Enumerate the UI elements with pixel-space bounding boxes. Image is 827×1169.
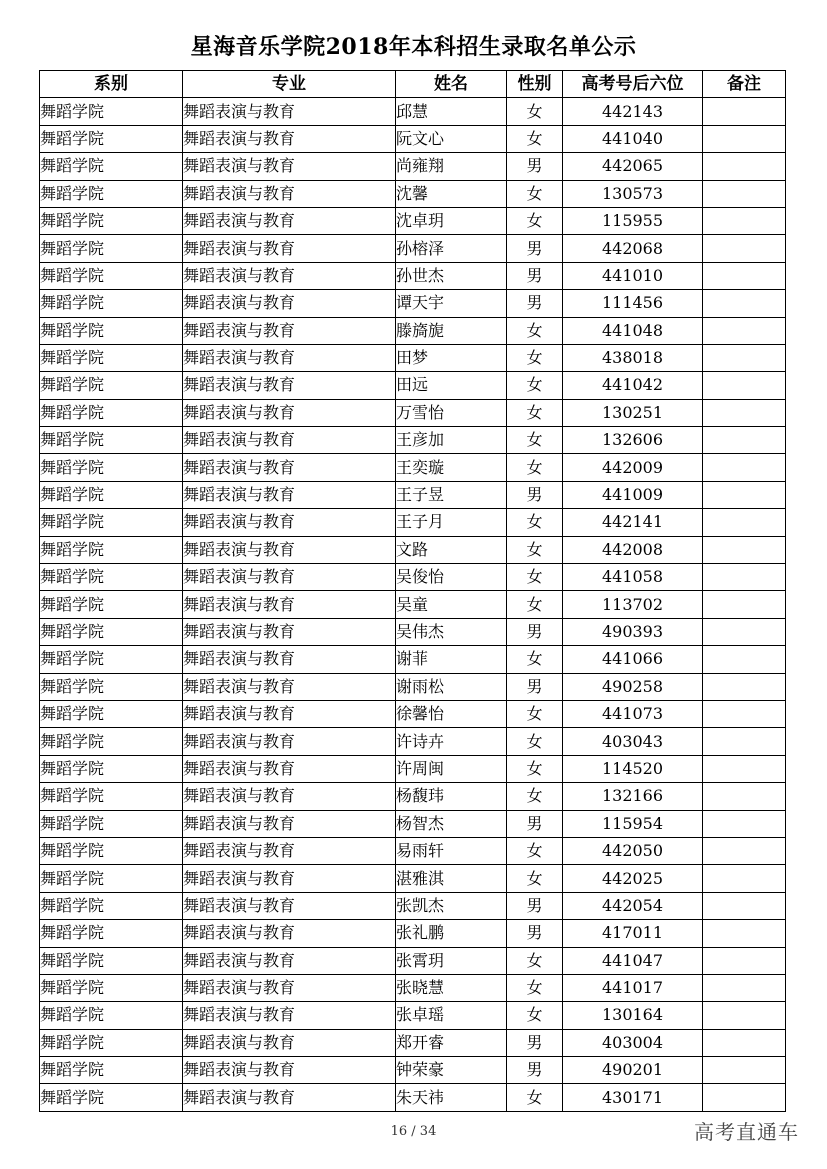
table-row: [40, 399, 786, 426]
table-row: [40, 755, 786, 782]
cell-remarks: [703, 125, 786, 152]
cell-major: 舞蹈表演与教育: [183, 1029, 396, 1056]
cell-name: 易雨轩: [396, 837, 507, 864]
cell-exam-number: 441040: [563, 125, 703, 152]
cell-major: 舞蹈表演与教育: [183, 235, 396, 262]
cell-major: 舞蹈表演与教育: [183, 454, 396, 481]
cell-gender: 女: [507, 700, 563, 727]
table-row: [40, 180, 786, 207]
cell-department: 舞蹈学院: [40, 920, 183, 947]
cell-gender: 女: [507, 125, 563, 152]
table-row: [40, 920, 786, 947]
table-row: [40, 344, 786, 371]
cell-gender: 女: [507, 755, 563, 782]
cell-department: 舞蹈学院: [40, 454, 183, 481]
cell-remarks: [703, 1057, 786, 1084]
cell-major: 舞蹈表演与教育: [183, 810, 396, 837]
cell-name: 田远: [396, 372, 507, 399]
cell-exam-number: 442050: [563, 837, 703, 864]
cell-exam-number: 490201: [563, 1057, 703, 1084]
cell-remarks: [703, 646, 786, 673]
cell-gender: 女: [507, 399, 563, 426]
cell-exam-number: 441017: [563, 974, 703, 1001]
cell-exam-number: 442065: [563, 153, 703, 180]
header-remarks: 备注: [703, 71, 786, 98]
cell-department: 舞蹈学院: [40, 207, 183, 234]
cell-remarks: [703, 837, 786, 864]
cell-exam-number: 130164: [563, 1002, 703, 1029]
cell-gender: 女: [507, 509, 563, 536]
cell-name: 徐馨怡: [396, 700, 507, 727]
cell-name: 吴俊怡: [396, 564, 507, 591]
cell-exam-number: 442054: [563, 892, 703, 919]
cell-major: 舞蹈表演与教育: [183, 207, 396, 234]
cell-name: 沈卓玥: [396, 207, 507, 234]
cell-exam-number: 113702: [563, 591, 703, 618]
cell-department: 舞蹈学院: [40, 290, 183, 317]
cell-name: 滕旖旎: [396, 317, 507, 344]
cell-remarks: [703, 974, 786, 1001]
cell-name: 王奕璇: [396, 454, 507, 481]
cell-remarks: [703, 947, 786, 974]
cell-name: 张卓瑶: [396, 1002, 507, 1029]
cell-exam-number: 115955: [563, 207, 703, 234]
cell-major: 舞蹈表演与教育: [183, 755, 396, 782]
table-row: [40, 810, 786, 837]
table-row: [40, 728, 786, 755]
header-exam-number: 高考号后六位: [563, 71, 703, 98]
cell-remarks: [703, 317, 786, 344]
cell-gender: 男: [507, 618, 563, 645]
cell-major: 舞蹈表演与教育: [183, 399, 396, 426]
cell-exam-number: 403043: [563, 728, 703, 755]
cell-major: 舞蹈表演与教育: [183, 317, 396, 344]
table-row: [40, 974, 786, 1001]
cell-department: 舞蹈学院: [40, 427, 183, 454]
cell-name: 吴伟杰: [396, 618, 507, 645]
cell-department: 舞蹈学院: [40, 536, 183, 563]
watermark-text: 高考直通车: [694, 1120, 799, 1144]
cell-major: 舞蹈表演与教育: [183, 892, 396, 919]
table-row: [40, 618, 786, 645]
cell-exam-number: 442068: [563, 235, 703, 262]
cell-major: 舞蹈表演与教育: [183, 153, 396, 180]
cell-gender: 女: [507, 646, 563, 673]
cell-remarks: [703, 618, 786, 645]
cell-exam-number: 490258: [563, 673, 703, 700]
cell-major: 舞蹈表演与教育: [183, 1057, 396, 1084]
table-row: [40, 947, 786, 974]
cell-major: 舞蹈表演与教育: [183, 591, 396, 618]
cell-exam-number: 441073: [563, 700, 703, 727]
cell-department: 舞蹈学院: [40, 399, 183, 426]
cell-remarks: [703, 783, 786, 810]
cell-name: 阮文心: [396, 125, 507, 152]
cell-major: 舞蹈表演与教育: [183, 700, 396, 727]
cell-department: 舞蹈学院: [40, 700, 183, 727]
table-row: [40, 783, 786, 810]
cell-gender: 女: [507, 783, 563, 810]
cell-name: 王子月: [396, 509, 507, 536]
cell-department: 舞蹈学院: [40, 481, 183, 508]
cell-major: 舞蹈表演与教育: [183, 947, 396, 974]
cell-gender: 男: [507, 290, 563, 317]
cell-exam-number: 430171: [563, 1084, 703, 1111]
cell-gender: 女: [507, 372, 563, 399]
page-indicator: 16 / 34: [390, 1124, 437, 1139]
cell-name: 张晓慧: [396, 974, 507, 1001]
cell-gender: 女: [507, 591, 563, 618]
cell-gender: 男: [507, 892, 563, 919]
cell-remarks: [703, 290, 786, 317]
cell-major: 舞蹈表演与教育: [183, 974, 396, 1001]
header-department: 系别: [40, 71, 183, 98]
table-row: [40, 892, 786, 919]
cell-gender: 女: [507, 454, 563, 481]
cell-major: 舞蹈表演与教育: [183, 290, 396, 317]
table-row: [40, 865, 786, 892]
cell-exam-number: 441042: [563, 372, 703, 399]
cell-gender: 女: [507, 427, 563, 454]
cell-remarks: [703, 235, 786, 262]
cell-name: 张凯杰: [396, 892, 507, 919]
table-row: [40, 317, 786, 344]
cell-gender: 男: [507, 810, 563, 837]
table-row: [40, 454, 786, 481]
table-body: [40, 98, 786, 1111]
cell-remarks: [703, 536, 786, 563]
cell-gender: 男: [507, 235, 563, 262]
cell-name: 张礼鹏: [396, 920, 507, 947]
header-name: 姓名: [396, 71, 507, 98]
cell-name: 谢雨松: [396, 673, 507, 700]
cell-name: 田梦: [396, 344, 507, 371]
cell-gender: 男: [507, 262, 563, 289]
cell-gender: 女: [507, 207, 563, 234]
cell-name: 谭天宇: [396, 290, 507, 317]
cell-remarks: [703, 892, 786, 919]
cell-department: 舞蹈学院: [40, 317, 183, 344]
cell-name: 湛雅淇: [396, 865, 507, 892]
cell-department: 舞蹈学院: [40, 180, 183, 207]
cell-name: 文路: [396, 536, 507, 563]
cell-exam-number: 441066: [563, 646, 703, 673]
cell-exam-number: 442008: [563, 536, 703, 563]
table-row: [40, 98, 786, 125]
cell-department: 舞蹈学院: [40, 947, 183, 974]
table-row: [40, 1084, 786, 1111]
cell-name: 张霄玥: [396, 947, 507, 974]
cell-name: 吴童: [396, 591, 507, 618]
cell-exam-number: 442141: [563, 509, 703, 536]
cell-department: 舞蹈学院: [40, 618, 183, 645]
cell-major: 舞蹈表演与教育: [183, 344, 396, 371]
cell-gender: 女: [507, 564, 563, 591]
cell-department: 舞蹈学院: [40, 837, 183, 864]
cell-remarks: [703, 865, 786, 892]
cell-department: 舞蹈学院: [40, 783, 183, 810]
cell-gender: 女: [507, 1002, 563, 1029]
table-row: [40, 1029, 786, 1056]
cell-name: 尚雍翔: [396, 153, 507, 180]
cell-major: 舞蹈表演与教育: [183, 865, 396, 892]
cell-department: 舞蹈学院: [40, 974, 183, 1001]
cell-remarks: [703, 1084, 786, 1111]
table-row: [40, 1002, 786, 1029]
table-row: [40, 153, 786, 180]
cell-gender: 男: [507, 1057, 563, 1084]
cell-gender: 男: [507, 920, 563, 947]
cell-department: 舞蹈学院: [40, 509, 183, 536]
cell-remarks: [703, 399, 786, 426]
cell-remarks: [703, 1002, 786, 1029]
cell-name: 杨馥玮: [396, 783, 507, 810]
cell-major: 舞蹈表演与教育: [183, 427, 396, 454]
cell-name: 郑开睿: [396, 1029, 507, 1056]
cell-department: 舞蹈学院: [40, 1029, 183, 1056]
cell-name: 谢菲: [396, 646, 507, 673]
cell-major: 舞蹈表演与教育: [183, 728, 396, 755]
header-row: [40, 71, 786, 98]
cell-gender: 女: [507, 180, 563, 207]
cell-exam-number: 111456: [563, 290, 703, 317]
table-row: [40, 509, 786, 536]
cell-major: 舞蹈表演与教育: [183, 1084, 396, 1111]
cell-major: 舞蹈表演与教育: [183, 180, 396, 207]
cell-exam-number: 441047: [563, 947, 703, 974]
cell-remarks: [703, 344, 786, 371]
cell-remarks: [703, 454, 786, 481]
cell-exam-number: 132606: [563, 427, 703, 454]
cell-department: 舞蹈学院: [40, 728, 183, 755]
cell-remarks: [703, 153, 786, 180]
cell-gender: 男: [507, 481, 563, 508]
table-row: [40, 235, 786, 262]
cell-gender: 女: [507, 728, 563, 755]
cell-exam-number: 417011: [563, 920, 703, 947]
cell-exam-number: 130573: [563, 180, 703, 207]
cell-exam-number: 490393: [563, 618, 703, 645]
cell-name: 钟荣豪: [396, 1057, 507, 1084]
cell-department: 舞蹈学院: [40, 673, 183, 700]
cell-department: 舞蹈学院: [40, 892, 183, 919]
cell-gender: 女: [507, 947, 563, 974]
table-row: [40, 427, 786, 454]
cell-remarks: [703, 728, 786, 755]
cell-exam-number: 442009: [563, 454, 703, 481]
cell-remarks: [703, 700, 786, 727]
cell-name: 许诗卉: [396, 728, 507, 755]
cell-exam-number: 442143: [563, 98, 703, 125]
cell-gender: 女: [507, 1084, 563, 1111]
cell-exam-number: 438018: [563, 344, 703, 371]
cell-major: 舞蹈表演与教育: [183, 783, 396, 810]
table-row: [40, 372, 786, 399]
cell-remarks: [703, 262, 786, 289]
cell-department: 舞蹈学院: [40, 755, 183, 782]
table-row: [40, 591, 786, 618]
cell-major: 舞蹈表演与教育: [183, 481, 396, 508]
table-row: [40, 262, 786, 289]
cell-remarks: [703, 1029, 786, 1056]
cell-exam-number: 442025: [563, 865, 703, 892]
cell-remarks: [703, 673, 786, 700]
cell-major: 舞蹈表演与教育: [183, 372, 396, 399]
table-row: [40, 564, 786, 591]
cell-department: 舞蹈学院: [40, 646, 183, 673]
cell-remarks: [703, 481, 786, 508]
cell-department: 舞蹈学院: [40, 1002, 183, 1029]
cell-gender: 女: [507, 317, 563, 344]
table-row: [40, 1057, 786, 1084]
cell-exam-number: 115954: [563, 810, 703, 837]
cell-remarks: [703, 427, 786, 454]
cell-name: 沈馨: [396, 180, 507, 207]
cell-gender: 女: [507, 837, 563, 864]
cell-name: 朱天祎: [396, 1084, 507, 1111]
table-row: [40, 207, 786, 234]
cell-department: 舞蹈学院: [40, 865, 183, 892]
table-row: [40, 673, 786, 700]
cell-remarks: [703, 755, 786, 782]
cell-exam-number: 441048: [563, 317, 703, 344]
cell-name: 王彦加: [396, 427, 507, 454]
cell-major: 舞蹈表演与教育: [183, 646, 396, 673]
table-row: [40, 536, 786, 563]
cell-department: 舞蹈学院: [40, 262, 183, 289]
cell-exam-number: 403004: [563, 1029, 703, 1056]
cell-remarks: [703, 920, 786, 947]
cell-major: 舞蹈表演与教育: [183, 837, 396, 864]
cell-department: 舞蹈学院: [40, 153, 183, 180]
cell-major: 舞蹈表演与教育: [183, 262, 396, 289]
cell-major: 舞蹈表演与教育: [183, 1002, 396, 1029]
cell-remarks: [703, 509, 786, 536]
cell-department: 舞蹈学院: [40, 1057, 183, 1084]
cell-major: 舞蹈表演与教育: [183, 509, 396, 536]
table-row: [40, 481, 786, 508]
cell-name: 杨智杰: [396, 810, 507, 837]
cell-major: 舞蹈表演与教育: [183, 564, 396, 591]
cell-major: 舞蹈表演与教育: [183, 125, 396, 152]
table-row: [40, 837, 786, 864]
cell-department: 舞蹈学院: [40, 372, 183, 399]
cell-major: 舞蹈表演与教育: [183, 536, 396, 563]
cell-exam-number: 130251: [563, 399, 703, 426]
document-title: 星海音乐学院2018年本科招生录取名单公示: [190, 34, 637, 60]
cell-remarks: [703, 810, 786, 837]
cell-department: 舞蹈学院: [40, 125, 183, 152]
cell-department: 舞蹈学院: [40, 344, 183, 371]
cell-exam-number: 132166: [563, 783, 703, 810]
cell-name: 许周闽: [396, 755, 507, 782]
cell-remarks: [703, 372, 786, 399]
cell-department: 舞蹈学院: [40, 564, 183, 591]
header-gender: 性别: [507, 71, 563, 98]
cell-exam-number: 441058: [563, 564, 703, 591]
cell-gender: 男: [507, 1029, 563, 1056]
cell-gender: 女: [507, 98, 563, 125]
cell-major: 舞蹈表演与教育: [183, 98, 396, 125]
cell-remarks: [703, 207, 786, 234]
table-row: [40, 290, 786, 317]
cell-department: 舞蹈学院: [40, 235, 183, 262]
cell-remarks: [703, 564, 786, 591]
cell-gender: 女: [507, 974, 563, 1001]
table-row: [40, 700, 786, 727]
header-major: 专业: [183, 71, 396, 98]
cell-gender: 女: [507, 865, 563, 892]
table-header: [40, 71, 786, 98]
cell-department: 舞蹈学院: [40, 1084, 183, 1111]
cell-gender: 男: [507, 153, 563, 180]
cell-name: 万雪怡: [396, 399, 507, 426]
cell-exam-number: 114520: [563, 755, 703, 782]
table-row: [40, 125, 786, 152]
cell-department: 舞蹈学院: [40, 98, 183, 125]
cell-exam-number: 441010: [563, 262, 703, 289]
cell-remarks: [703, 98, 786, 125]
cell-gender: 女: [507, 344, 563, 371]
cell-remarks: [703, 591, 786, 618]
cell-major: 舞蹈表演与教育: [183, 618, 396, 645]
cell-name: 孙世杰: [396, 262, 507, 289]
table-row: [40, 646, 786, 673]
cell-gender: 女: [507, 536, 563, 563]
cell-exam-number: 441009: [563, 481, 703, 508]
cell-major: 舞蹈表演与教育: [183, 920, 396, 947]
cell-department: 舞蹈学院: [40, 591, 183, 618]
admission-table: [39, 70, 786, 1112]
cell-name: 邱慧: [396, 98, 507, 125]
cell-remarks: [703, 180, 786, 207]
cell-gender: 男: [507, 673, 563, 700]
cell-department: 舞蹈学院: [40, 810, 183, 837]
cell-name: 王子昱: [396, 481, 507, 508]
cell-major: 舞蹈表演与教育: [183, 673, 396, 700]
cell-name: 孙榕泽: [396, 235, 507, 262]
